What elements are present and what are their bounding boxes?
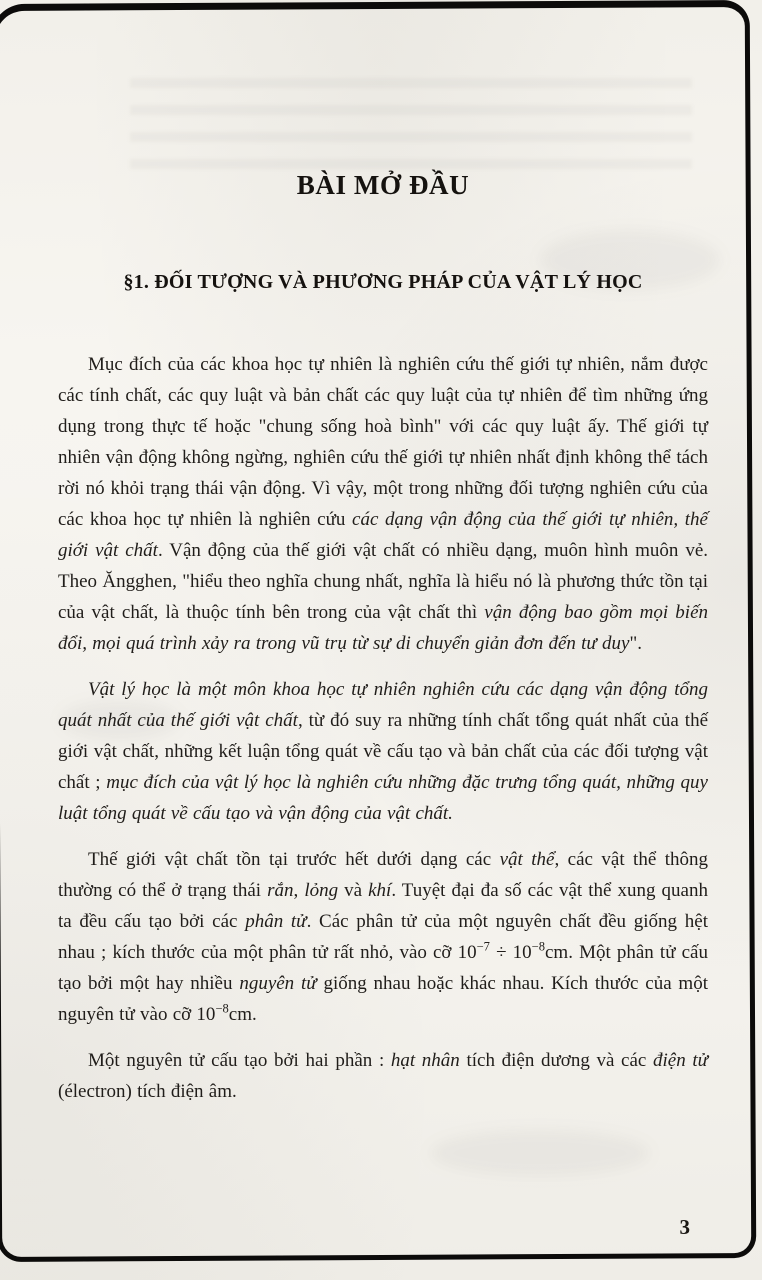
paragraph bbox=[58, 844, 708, 1030]
italic-run: điện tử bbox=[653, 1050, 709, 1071]
italic-run: khí bbox=[368, 880, 392, 901]
italic-run: các dạng vận động của thế giới tự nhiên, thế giới vật chất bbox=[58, 509, 708, 561]
text-run: , các vật thể thông thường có thể ở trạng thái bbox=[58, 849, 708, 901]
section-heading: §1. ĐỐI TƯỢNG VÀ PHƯƠNG PHÁP CỦA VẬT LÝ HỌC bbox=[123, 271, 643, 293]
text-run: (électron) tích điện âm. bbox=[58, 1081, 237, 1102]
text-run: tích điện dương và các bbox=[459, 1050, 653, 1071]
paragraph bbox=[58, 1045, 708, 1107]
text-run: ÷ 10 bbox=[489, 942, 532, 963]
page-number: 3 bbox=[679, 1215, 690, 1239]
superscript-run: −7 bbox=[476, 939, 490, 954]
text-run: ". bbox=[629, 633, 642, 654]
superscript-run: −8 bbox=[531, 939, 545, 954]
text-run: cm. Một phân tử cấu tạo bởi một hay nhiều bbox=[58, 942, 708, 994]
text-run: giống nhau hoặc khác nhau. Kích thước của một nguyên tử vào cỡ 10 bbox=[58, 973, 708, 1025]
italic-run: nguyên tử bbox=[239, 973, 317, 994]
text-run: , từ đó suy ra những tính chất tổng quát nhất của thế giới vật chất, những kết luận tổng quát về cấu tạo và bản chất của các đối tượng vật chất ; bbox=[58, 710, 709, 793]
text-run: . Các phân tử của một nguyên chất đều giống hệt nhau ; kích thước của một phân tử rất nhỏ, vào cỡ 10 bbox=[58, 911, 708, 963]
chapter-title: BÀI MỞ ĐẦU bbox=[296, 170, 470, 200]
text-run: . Vận động của thế giới vật chất có nhiều dạng, muôn hình muôn vẻ. Theo Ăngghen, "hiểu theo nghĩa chung nhất, nghĩa là hiểu nó là phương thức tồn tại của vật chất, là thuộc tính bên trong của vật chất thì bbox=[58, 540, 709, 623]
text-run: cm. bbox=[228, 1004, 257, 1025]
italic-run: vật thể bbox=[499, 849, 555, 870]
text-run: Mục đích của các khoa học tự nhiên là nghiên cứu thế giới tự nhiên, nắm được các tính chất, các quy luật và bản chất các quy luật của tự nhiên để tìm những ứng dụng trong thực tế hoặc "chung sống hoà bình" với các quy luật ấy. Thế giới tự nhiên vận động không ngừng, nghiên cứu thế giới tự nhiên nhất định không thể tách rời nó khỏi trạng thái vận động. Vì vậy, một trong những đối tượng nghiên cứu của các khoa học tự nhiên là nghiên cứu bbox=[58, 354, 708, 530]
text-run: . Tuyệt đại đa số các vật thể xung quanh ta đều cấu tạo bởi các bbox=[58, 880, 708, 932]
superscript-run: −8 bbox=[215, 1001, 229, 1016]
text-run: Thế giới vật chất tồn tại trước hết dưới dạng các bbox=[88, 849, 500, 870]
italic-run: hạt nhân bbox=[390, 1050, 460, 1071]
paragraph bbox=[58, 349, 708, 659]
body-text bbox=[58, 349, 708, 1107]
italic-run: phân tử bbox=[245, 911, 307, 932]
paragraph bbox=[58, 674, 708, 829]
italic-run: rắn bbox=[267, 880, 294, 901]
text-run: Một nguyên tử cấu tạo bởi hai phần : bbox=[88, 1050, 391, 1071]
italic-run: Vật lý học là một môn khoa học tự nhiên nghiên cứu các dạng vận động tổng quát nhất của thế giới vật chất bbox=[58, 679, 708, 731]
italic-run: vận động bao gồm mọi biến đổi, mọi quá trình xảy ra trong vũ trụ từ sự di chuyển giản đơn đến tư duy bbox=[58, 602, 708, 654]
italic-run: lỏng bbox=[304, 880, 339, 901]
text-run: , bbox=[293, 880, 305, 901]
italic-run: mục đích của vật lý học là nghiên cứu những đặc trưng tổng quát, những quy luật tổng quát về cấu tạo và vận động của vật chất. bbox=[58, 772, 708, 824]
text-run: và bbox=[338, 880, 369, 901]
